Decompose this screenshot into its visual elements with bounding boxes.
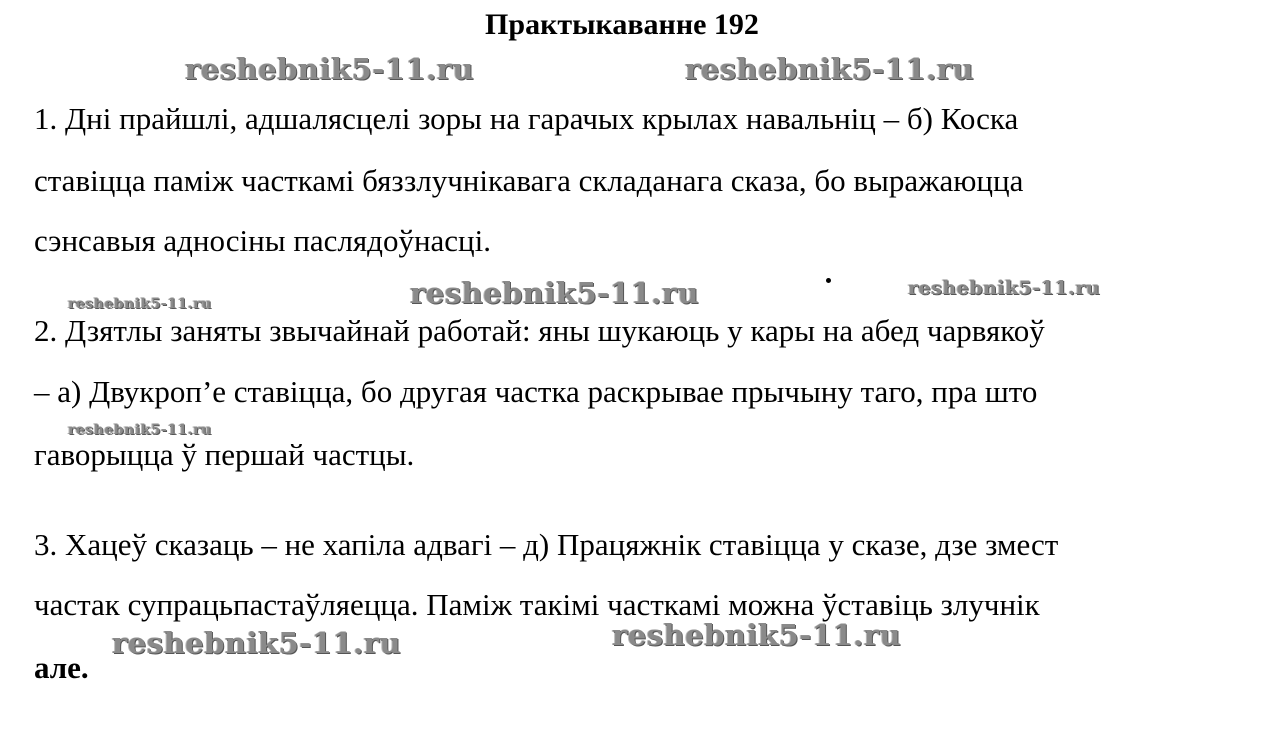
- scan-dot: [826, 278, 831, 283]
- page-title: Практыкаванне 192: [485, 8, 759, 41]
- answer-3-line-3: але.: [34, 650, 89, 685]
- watermark-text: reshebnik5-11.ru: [612, 618, 902, 652]
- answer-3-line-2: частак супрацьпастаўляецца. Паміж такімі часткамі можна ўставіць злучнік: [34, 587, 1040, 622]
- answer-3-line-1: 3. Хацеў сказаць – не хапіла адвагі – д) Працяжнік ставіцца у сказе, дзе змест: [34, 527, 1059, 562]
- watermark-text: reshebnik5-11.ru: [68, 422, 212, 438]
- answer-1-line-1: 1. Дні прайшлі, адшалясцелі зоры на гарачых крылах навальніц – б) Коска: [34, 101, 1019, 136]
- watermark-text: reshebnik5-11.ru: [112, 626, 402, 660]
- watermark-text: reshebnik5-11.ru: [410, 276, 700, 310]
- answer-2-line-1: 2. Дзятлы заняты звычайнай работай: яны шукаюць у кары на абед чарвякоў: [34, 313, 1045, 348]
- answer-1-line-2: ставіцца паміж часткамі бяззлучнікавага складанага сказа, бо выражаюцца: [34, 163, 1024, 198]
- watermark-text: reshebnik5-11.ru: [685, 52, 975, 86]
- answer-2-line-3: гаворыцца ў першай частцы.: [34, 437, 415, 472]
- watermark-text: reshebnik5-11.ru: [908, 277, 1101, 299]
- answer-2-line-2: – а) Двукроп’е ставіцца, бо другая частка раскрывае прычыну таго, пра што: [34, 374, 1038, 409]
- watermark-text: reshebnik5-11.ru: [68, 296, 212, 312]
- watermark-text: reshebnik5-11.ru: [185, 52, 475, 86]
- answer-1-line-3: сэнсавыя адносіны паслядоўнасці.: [34, 223, 492, 258]
